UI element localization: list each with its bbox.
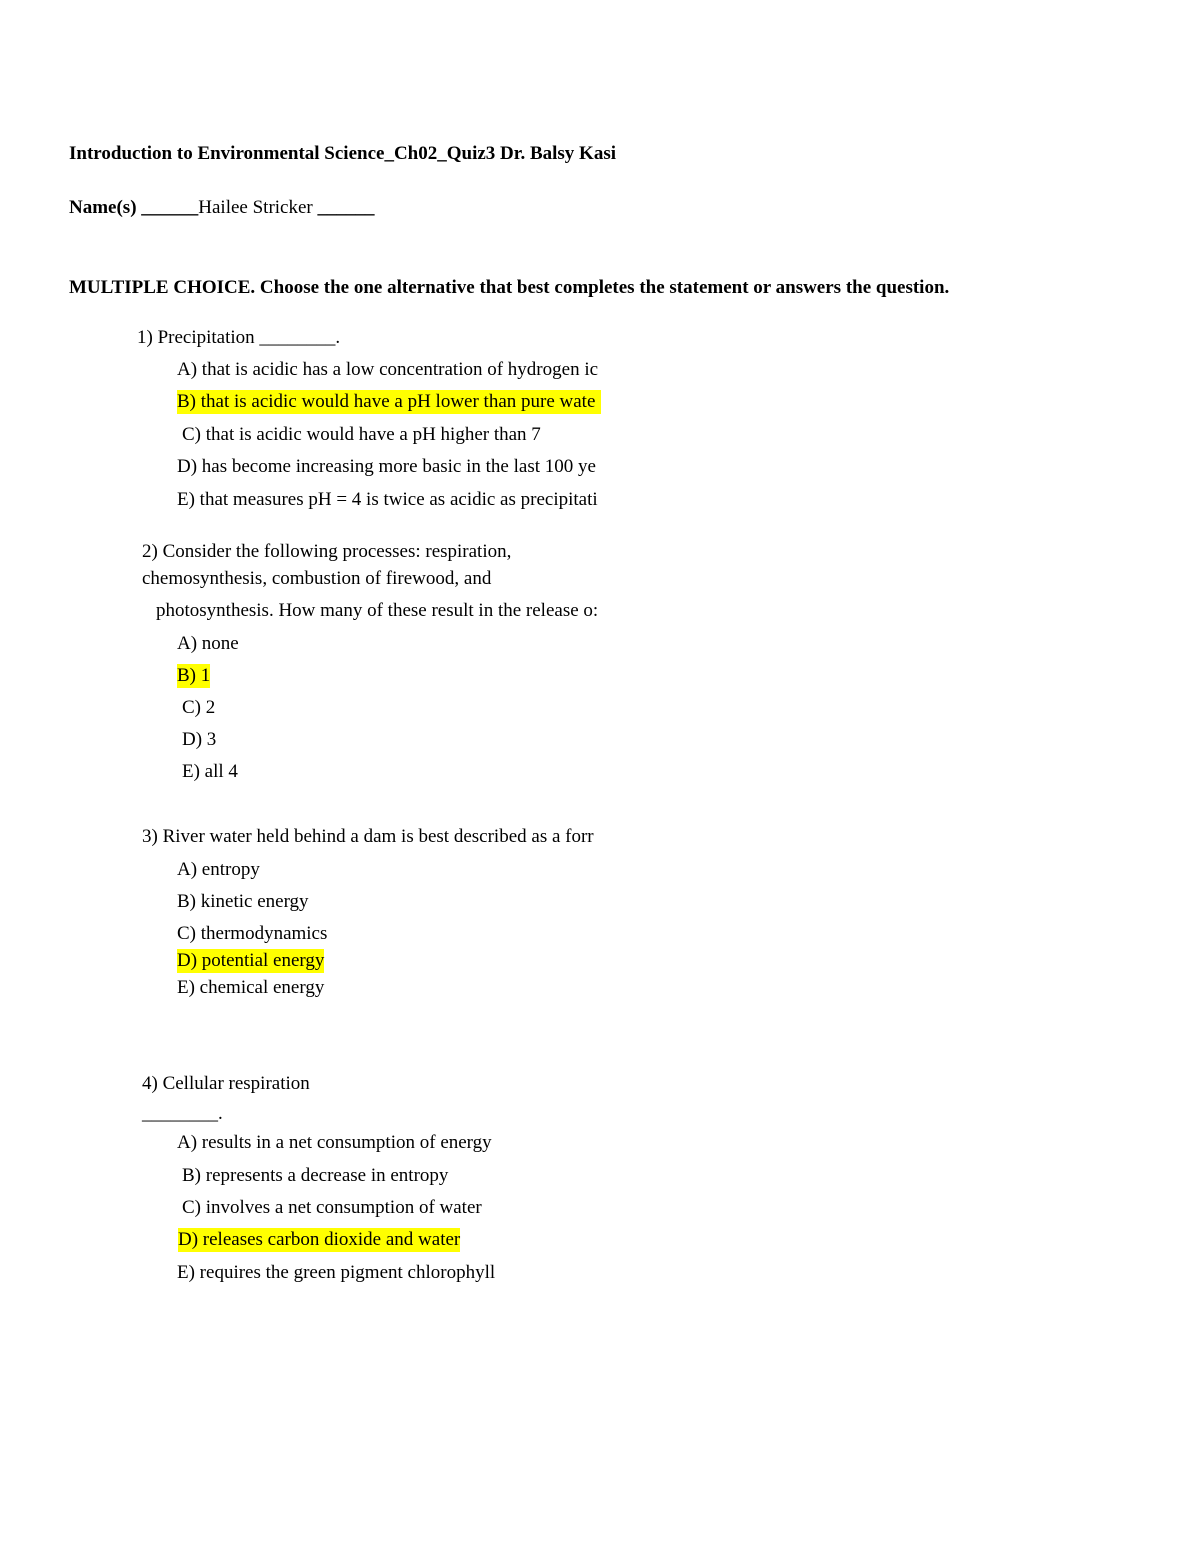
name-trailing: ______ [312, 197, 375, 218]
question-3-option-e: E) chemical energy [177, 977, 325, 998]
question-4-option-b: B) represents a decrease in entropy [182, 1165, 449, 1186]
question-2-option-d: D) 3 [182, 729, 217, 750]
instructions: MULTIPLE CHOICE. Choose the one alternative that best completes the statement or answers the question. [69, 277, 950, 298]
question-2-stem-line1: 2) Consider the following processes: respiration, [142, 541, 512, 562]
question-2-option-a: A) none [177, 633, 239, 654]
question-1-option-c: C) that is acidic would have a pH higher than 7 [182, 424, 541, 445]
question-4-option-c: C) involves a net consumption of water [182, 1197, 482, 1218]
question-4-stem-line2: ________. [142, 1103, 223, 1124]
question-3-option-c: C) thermodynamics [177, 923, 328, 944]
name-line [69, 196, 375, 220]
question-3-option-a: A) entropy [177, 859, 260, 880]
question-2-option-b: B) 1 [177, 665, 211, 686]
question-2-option-e: E) all 4 [182, 761, 238, 782]
question-2-stem-line3: photosynthesis. How many of these result in the release o: [156, 600, 599, 621]
name-value: Hailee Stricker [198, 197, 313, 218]
name-label: Name(s) ______ [69, 197, 199, 218]
question-1-option-b: B) that is acidic would have a pH lower than pure wate [177, 390, 601, 414]
question-4-option-a: A) results in a net consumption of energy [177, 1132, 492, 1153]
document-title: Introduction to Environmental Science_Ch02_Quiz3 Dr. Balsy Kasi [69, 143, 617, 164]
question-3-option-d: D) potential energy [177, 950, 325, 971]
question-2-option-c: C) 2 [182, 697, 216, 718]
question-1-stem: 1) Precipitation ________. [137, 327, 341, 348]
question-3-stem: 3) River water held behind a dam is best described as a forr [142, 826, 594, 847]
question-2-stem-line2: chemosynthesis, combustion of firewood, and [142, 568, 492, 589]
question-1-option-a: A) that is acidic has a low concentration of hydrogen ic [177, 359, 599, 380]
question-1-option-e: E) that measures pH = 4 is twice as acidic as precipitati [177, 489, 598, 510]
question-4-option-e: E) requires the green pigment chlorophyll [177, 1262, 496, 1283]
question-3-option-b: B) kinetic energy [177, 891, 309, 912]
question-1-option-d: D) has become increasing more basic in the last 100 ye [177, 456, 596, 477]
question-4-stem-line1: 4) Cellular respiration [142, 1073, 310, 1094]
question-4-option-d: D) releases carbon dioxide and water [178, 1229, 461, 1250]
